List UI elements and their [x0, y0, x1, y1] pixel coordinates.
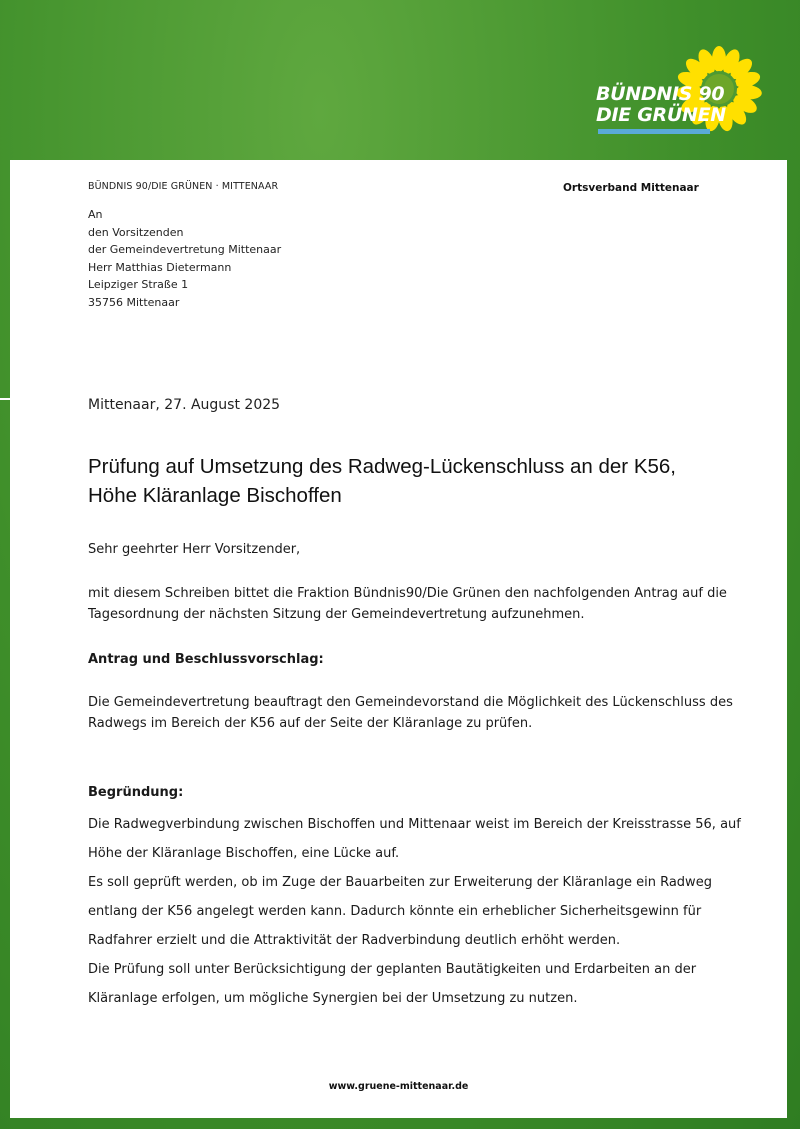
paragraph-line: Die Prüfung soll unter Berücksichtigung der geplanten Bautätigkeiten und Erdarbeiten an der	[88, 962, 697, 977]
subject-line: Höhe Kläranlage Bischoffen	[88, 484, 342, 507]
paragraph-line: Radwegs im Bereich der K56 auf der Seite der Kläranlage zu prüfen.	[88, 716, 533, 731]
reason-heading-text: Begründung:	[88, 785, 184, 800]
letter-page	[10, 160, 787, 1118]
reason-heading	[88, 782, 183, 803]
subject-line: Prüfung auf Umsetzung des Radweg-Lückenschluss an der K56,	[88, 455, 677, 478]
sender-line: BÜNDNIS 90/DIE GRÜNEN · MITTENAAR	[88, 181, 279, 192]
address-line: Herr Matthias Dietermann	[88, 260, 232, 274]
motion-paragraph	[88, 692, 733, 734]
paragraph-line: Die Radwegverbindung zwischen Bischoffen und Mittenaar weist im Bereich der Kreisstrasse 56, auf	[88, 817, 741, 832]
letter-date: Mittenaar, 27. August 2025	[88, 397, 281, 413]
address-line: Leipziger Straße 1	[88, 278, 189, 292]
salutation	[88, 539, 300, 560]
letter-subject	[88, 452, 676, 510]
logo-line-1: BÜNDNIS 90	[596, 83, 725, 105]
logo-line-2: DIE GRÜNEN	[596, 104, 726, 126]
address-line: den Vorsitzenden	[88, 225, 184, 239]
fold-mark	[0, 398, 10, 400]
address-line: An	[88, 208, 103, 221]
motion-heading	[88, 649, 324, 670]
motion-heading-text: Antrag und Beschlussvorschlag:	[88, 652, 324, 667]
logo-wordmark	[596, 84, 726, 126]
footer-website: www.gruene-mittenaar.de	[328, 1081, 469, 1092]
paragraph-line: entlang der K56 angelegt werden kann. Dadurch könnte ein erheblicher Sicherheitsgewinn für	[88, 904, 702, 919]
paragraph-line: Es soll geprüft werden, ob im Zuge der Bauarbeiten zur Erweiterung der Kläranlage ein Radweg	[88, 875, 712, 890]
org-unit: Ortsverband Mittenaar	[563, 182, 699, 194]
paragraph-line: Tagesordnung der nächsten Sitzung der Gemeindevertretung aufzunehmen.	[88, 607, 585, 622]
paragraph-line: mit diesem Schreiben bittet die Fraktion Bündnis90/Die Grünen den nachfolgenden Antrag auf die	[88, 586, 727, 601]
salutation-text: Sehr geehrter Herr Vorsitzender,	[88, 542, 301, 557]
recipient-address	[88, 206, 281, 312]
address-line: 35756 Mittenaar	[88, 295, 180, 309]
paragraph-line: Die Gemeindevertretung beauftragt den Gemeindevorstand die Möglichkeit des Lückenschluss des	[88, 695, 733, 710]
reason-paragraph	[88, 810, 741, 1013]
paragraph-line: Radfahrer erzielt und die Attraktivität der Radverbindung deutlich erhöht werden.	[88, 933, 621, 948]
logo-underline	[598, 129, 710, 134]
paragraph-line: Höhe der Kläranlage Bischoffen, eine Lücke auf.	[88, 846, 400, 861]
address-line: der Gemeindevertretung Mittenaar	[88, 243, 282, 257]
party-logo	[596, 46, 766, 138]
paragraph-line: Kläranlage erfolgen, um mögliche Synergien bei der Umsetzung zu nutzen.	[88, 991, 578, 1006]
intro-paragraph	[88, 583, 727, 625]
